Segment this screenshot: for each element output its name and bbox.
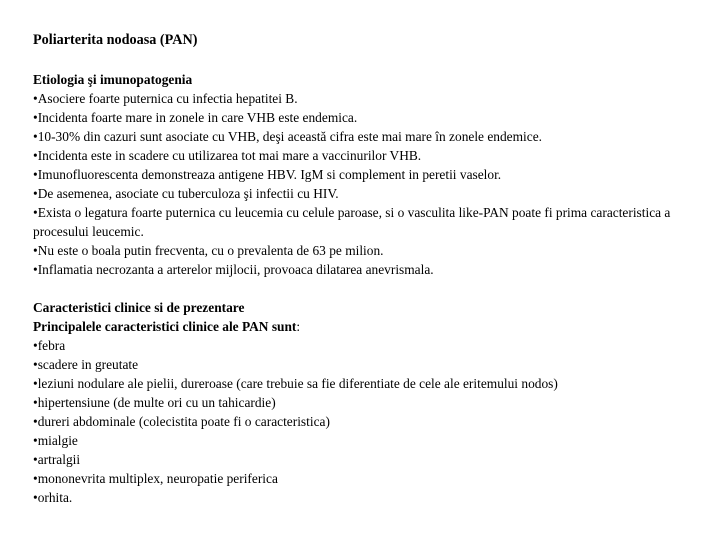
section-heading-clinical: Caracteristici clinice si de prezentare xyxy=(33,300,245,315)
list-item: • Nu este o boala putin frecventa, cu o prevalenta de 63 pe milion. xyxy=(33,241,693,260)
list-item: • Inflamatia necrozanta a arterelor mijlocii, provoaca dilatarea anevrismala. xyxy=(33,260,693,279)
page-title: Poliarterita nodoasa (PAN) xyxy=(33,32,198,48)
clinical-subheading-line xyxy=(33,317,693,336)
list-item: • dureri abdominale (colecistita poate fi o caracteristica) xyxy=(33,412,693,431)
list-item: • De asemenea, asociate cu tuberculoza şi infectii cu HIV. xyxy=(33,184,693,203)
list-item: • hipertensiune (de multe ori cu un tahicardie) xyxy=(33,393,693,412)
list-item: • artralgii xyxy=(33,450,693,469)
slide-content xyxy=(33,30,693,507)
list-item: • Imunofluorescenta demonstreaza antigene HBV. IgM si complement in peretii vaselor. xyxy=(33,165,693,184)
list-item: • leziuni nodulare ale pielii, dureroase (care trebuie sa fie diferentiate de cele ale eritemului nodos) xyxy=(33,374,693,393)
list-item: • 10-30% din cazuri sunt asociate cu VHB, deşi această cifra este mai mare în zonele endemice. xyxy=(33,127,693,146)
list-item: • Incidenta foarte mare in zonele in care VHB este endemica. xyxy=(33,108,693,127)
clinical-subheading: Principalele caracteristici clinice ale PAN sunt xyxy=(33,319,297,334)
list-item: • mononevrita multiplex, neuropatie periferica xyxy=(33,469,693,488)
clinical-subheading-colon: : xyxy=(296,319,301,334)
list-item: • Asociere foarte puternica cu infectia hepatitei B. xyxy=(33,89,693,108)
list-item: • orhita. xyxy=(33,488,693,507)
section-heading-etiology: Etiologia şi imunopatogenia xyxy=(33,72,193,87)
section-spacer xyxy=(33,279,693,298)
list-item: • Exista o legatura foarte puternica cu leucemia cu celule paroase, si o vasculita like-PAN poate fi prima caracteristica a procesului leucemic. xyxy=(33,203,693,241)
etiology-bullet-list xyxy=(33,89,693,279)
clinical-bullet-list xyxy=(33,336,693,507)
list-item: • mialgie xyxy=(33,431,693,450)
list-item: • febra xyxy=(33,336,693,355)
list-item: • scadere in greutate xyxy=(33,355,693,374)
list-item: • Incidenta este in scadere cu utilizarea tot mai mare a vaccinurilor VHB. xyxy=(33,146,693,165)
